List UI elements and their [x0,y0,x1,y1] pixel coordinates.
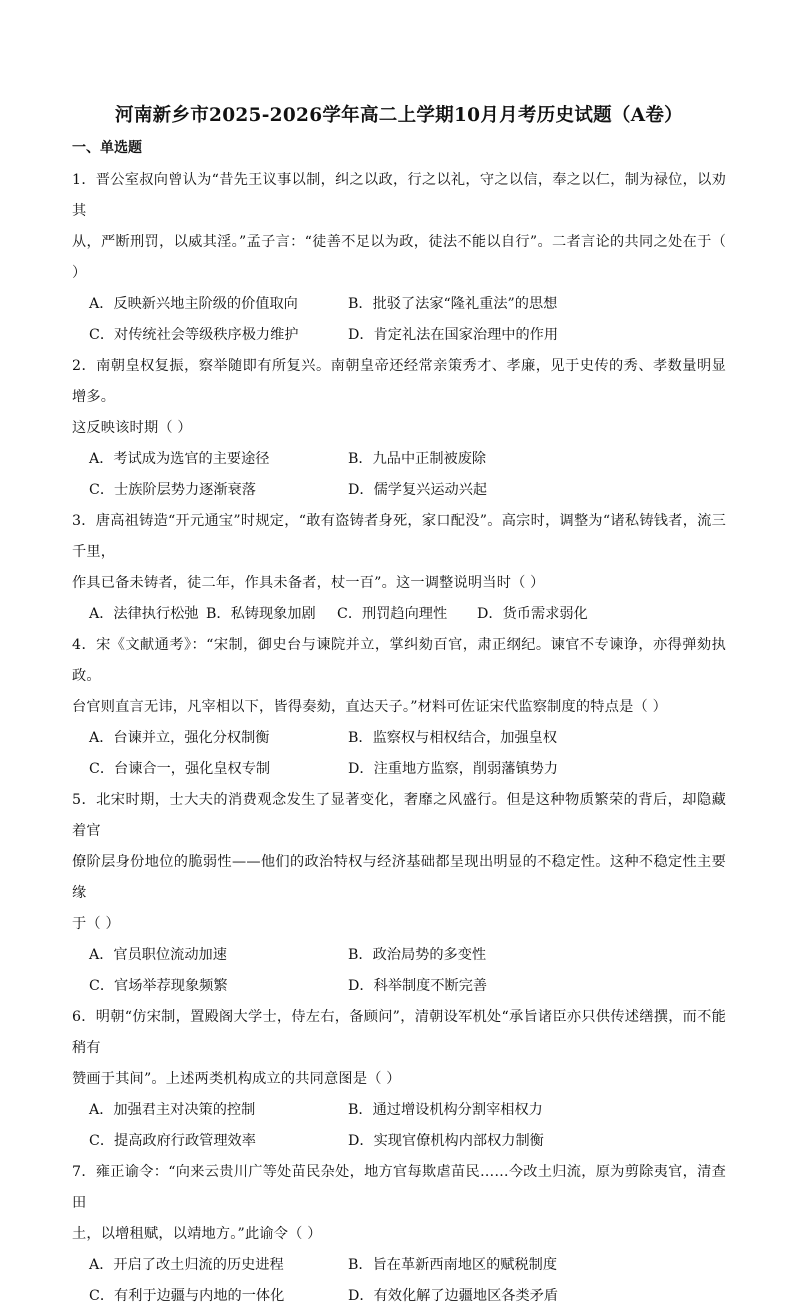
option-a[interactable]: A．反映新兴地主阶级的价值取向 [89,296,298,312]
option-b[interactable]: B．私铸现象加剧 [206,606,316,622]
option-b[interactable]: B．九品中正制被废除 [348,451,487,467]
page-title: 河南新乡市2025-2026学年高二上学期10月月考历史试题（A卷） [115,105,683,126]
option-c[interactable]: C．官场举荐现象频繁 [89,978,228,994]
option-d[interactable]: D．科举制度不断完善 [348,978,488,994]
options [72,1095,726,1157]
option-c[interactable]: C．士族阶层势力逐渐衰落 [89,482,256,498]
question-stem-line: 2．南朝皇权复振，察举随即有所复兴。南朝皇帝还经常亲策秀才、孝廉，见于史传的秀、孝数量明显增多。 [72,358,726,405]
option-c[interactable]: C．提高政府行政管理效率 [89,1133,256,1149]
option-a[interactable]: A．法律执行松弛 [89,606,199,622]
question-stem-line: 作具已备未铸者，徒二年，作具未备者，杖一百”。这一调整说明当时（ ） [72,575,545,591]
question-7 [72,1157,726,1312]
question-2 [72,351,726,506]
question-6 [72,1002,726,1157]
option-d[interactable]: D．货币需求弱化 [477,606,588,622]
question-stem-line: 从，严断刑罚，以威其淫。”孟子言：“徒善不足以为政，徒法不能以自行”。二者言论的共同之处在于（ ） [72,234,726,281]
option-d[interactable]: D．注重地方监察，削弱藩镇势力 [348,761,559,777]
option-c[interactable]: C．台谏合一，强化皇权专制 [89,761,271,777]
option-c[interactable]: C．有利于边疆与内地的一体化 [89,1288,285,1304]
question-stem-line: 于（ ） [72,916,120,932]
question-4 [72,630,726,785]
option-a[interactable]: A．开启了改土归流的历史进程 [89,1257,284,1273]
section-heading: 一、单选题 [72,140,142,156]
question-stem-line: 赞画于其间”。上述两类机构成立的共同意图是（ ） [72,1071,401,1087]
question-stem-line: 4．宋《文献通考》：“宋制，御史台与谏院并立，掌纠劾百官，肃正纲纪。谏官不专谏诤，亦得弹劾执政。 [72,637,726,684]
question-stem-line: 土，以增租赋，以靖地方。”此谕令（ ） [72,1226,322,1242]
question-stem-line: 5．北宋时期，士大夫的消费观念发生了显著变化，奢靡之风盛行。但是这种物质繁荣的背后，却隐藏着官 [72,792,726,839]
option-c[interactable]: C．刑罚趋向理性 [337,606,448,622]
option-c[interactable]: C．对传统社会等级秩序极力维护 [89,327,299,343]
option-b[interactable]: B．通过增设机构分割宰相权力 [348,1102,543,1118]
options [72,444,726,506]
option-b[interactable]: B．监察权与相权结合，加强皇权 [348,730,558,746]
question-stem-line: 这反映该时期（ ） [72,420,192,436]
question-5 [72,785,726,1002]
option-a[interactable]: A．台谏并立，强化分权制衡 [89,730,270,746]
question-1 [72,165,726,351]
question-stem-line: 僚阶层身份地位的脆弱性——他们的政治特权与经济基础都呈现出明显的不稳定性。这种不稳定性主要缘 [72,854,726,901]
option-b[interactable]: B．批驳了法家“隆礼重法”的思想 [348,296,558,312]
question-stem-line: 1．晋公室叔向曾认为“昔先王议事以制，纠之以政，行之以礼，守之以信，奉之以仁，制为禄位，以劝其 [72,172,726,219]
question-3 [72,506,726,630]
options [72,723,726,785]
option-b[interactable]: B．政治局势的多变性 [348,947,487,963]
question-stem-line: 台官则直言无讳，凡宰相以下，皆得奏劾，直达天子。”材料可佐证宋代监察制度的特点是（ ） [72,699,667,715]
options [72,940,726,1002]
question-stem-line: 3．唐高祖铸造“开元通宝”时规定，“敢有盗铸者身死，家口配没”。高宗时，调整为“诸私铸钱者，流三千里， [72,513,726,560]
option-b[interactable]: B．旨在革新西南地区的赋税制度 [348,1257,558,1273]
question-stem-line: 7．雍正谕令：“向来云贵川广等处苗民杂处，地方官每欺虐苗民……今改土归流，原为剪除夷官，清查田 [72,1164,726,1211]
option-d[interactable]: D．肯定礼法在国家治理中的作用 [348,327,559,343]
option-a[interactable]: A．考试成为选官的主要途径 [89,451,270,467]
option-a[interactable]: A．加强君主对决策的控制 [89,1102,256,1118]
options [72,1250,726,1312]
options [72,289,726,351]
option-d[interactable]: D．有效化解了边疆地区各类矛盾 [348,1288,559,1304]
option-a[interactable]: A．官员职位流动加速 [89,947,227,963]
option-d[interactable]: D．实现官僚机构内部权力制衡 [348,1133,544,1149]
options [72,599,726,630]
question-stem-line: 6．明朝“仿宋制，置殿阁大学士，侍左右，备顾问”，清朝设军机处“承旨诸臣亦只供传述缮撰，而不能稍有 [72,1009,726,1056]
option-d[interactable]: D．儒学复兴运动兴起 [348,482,488,498]
